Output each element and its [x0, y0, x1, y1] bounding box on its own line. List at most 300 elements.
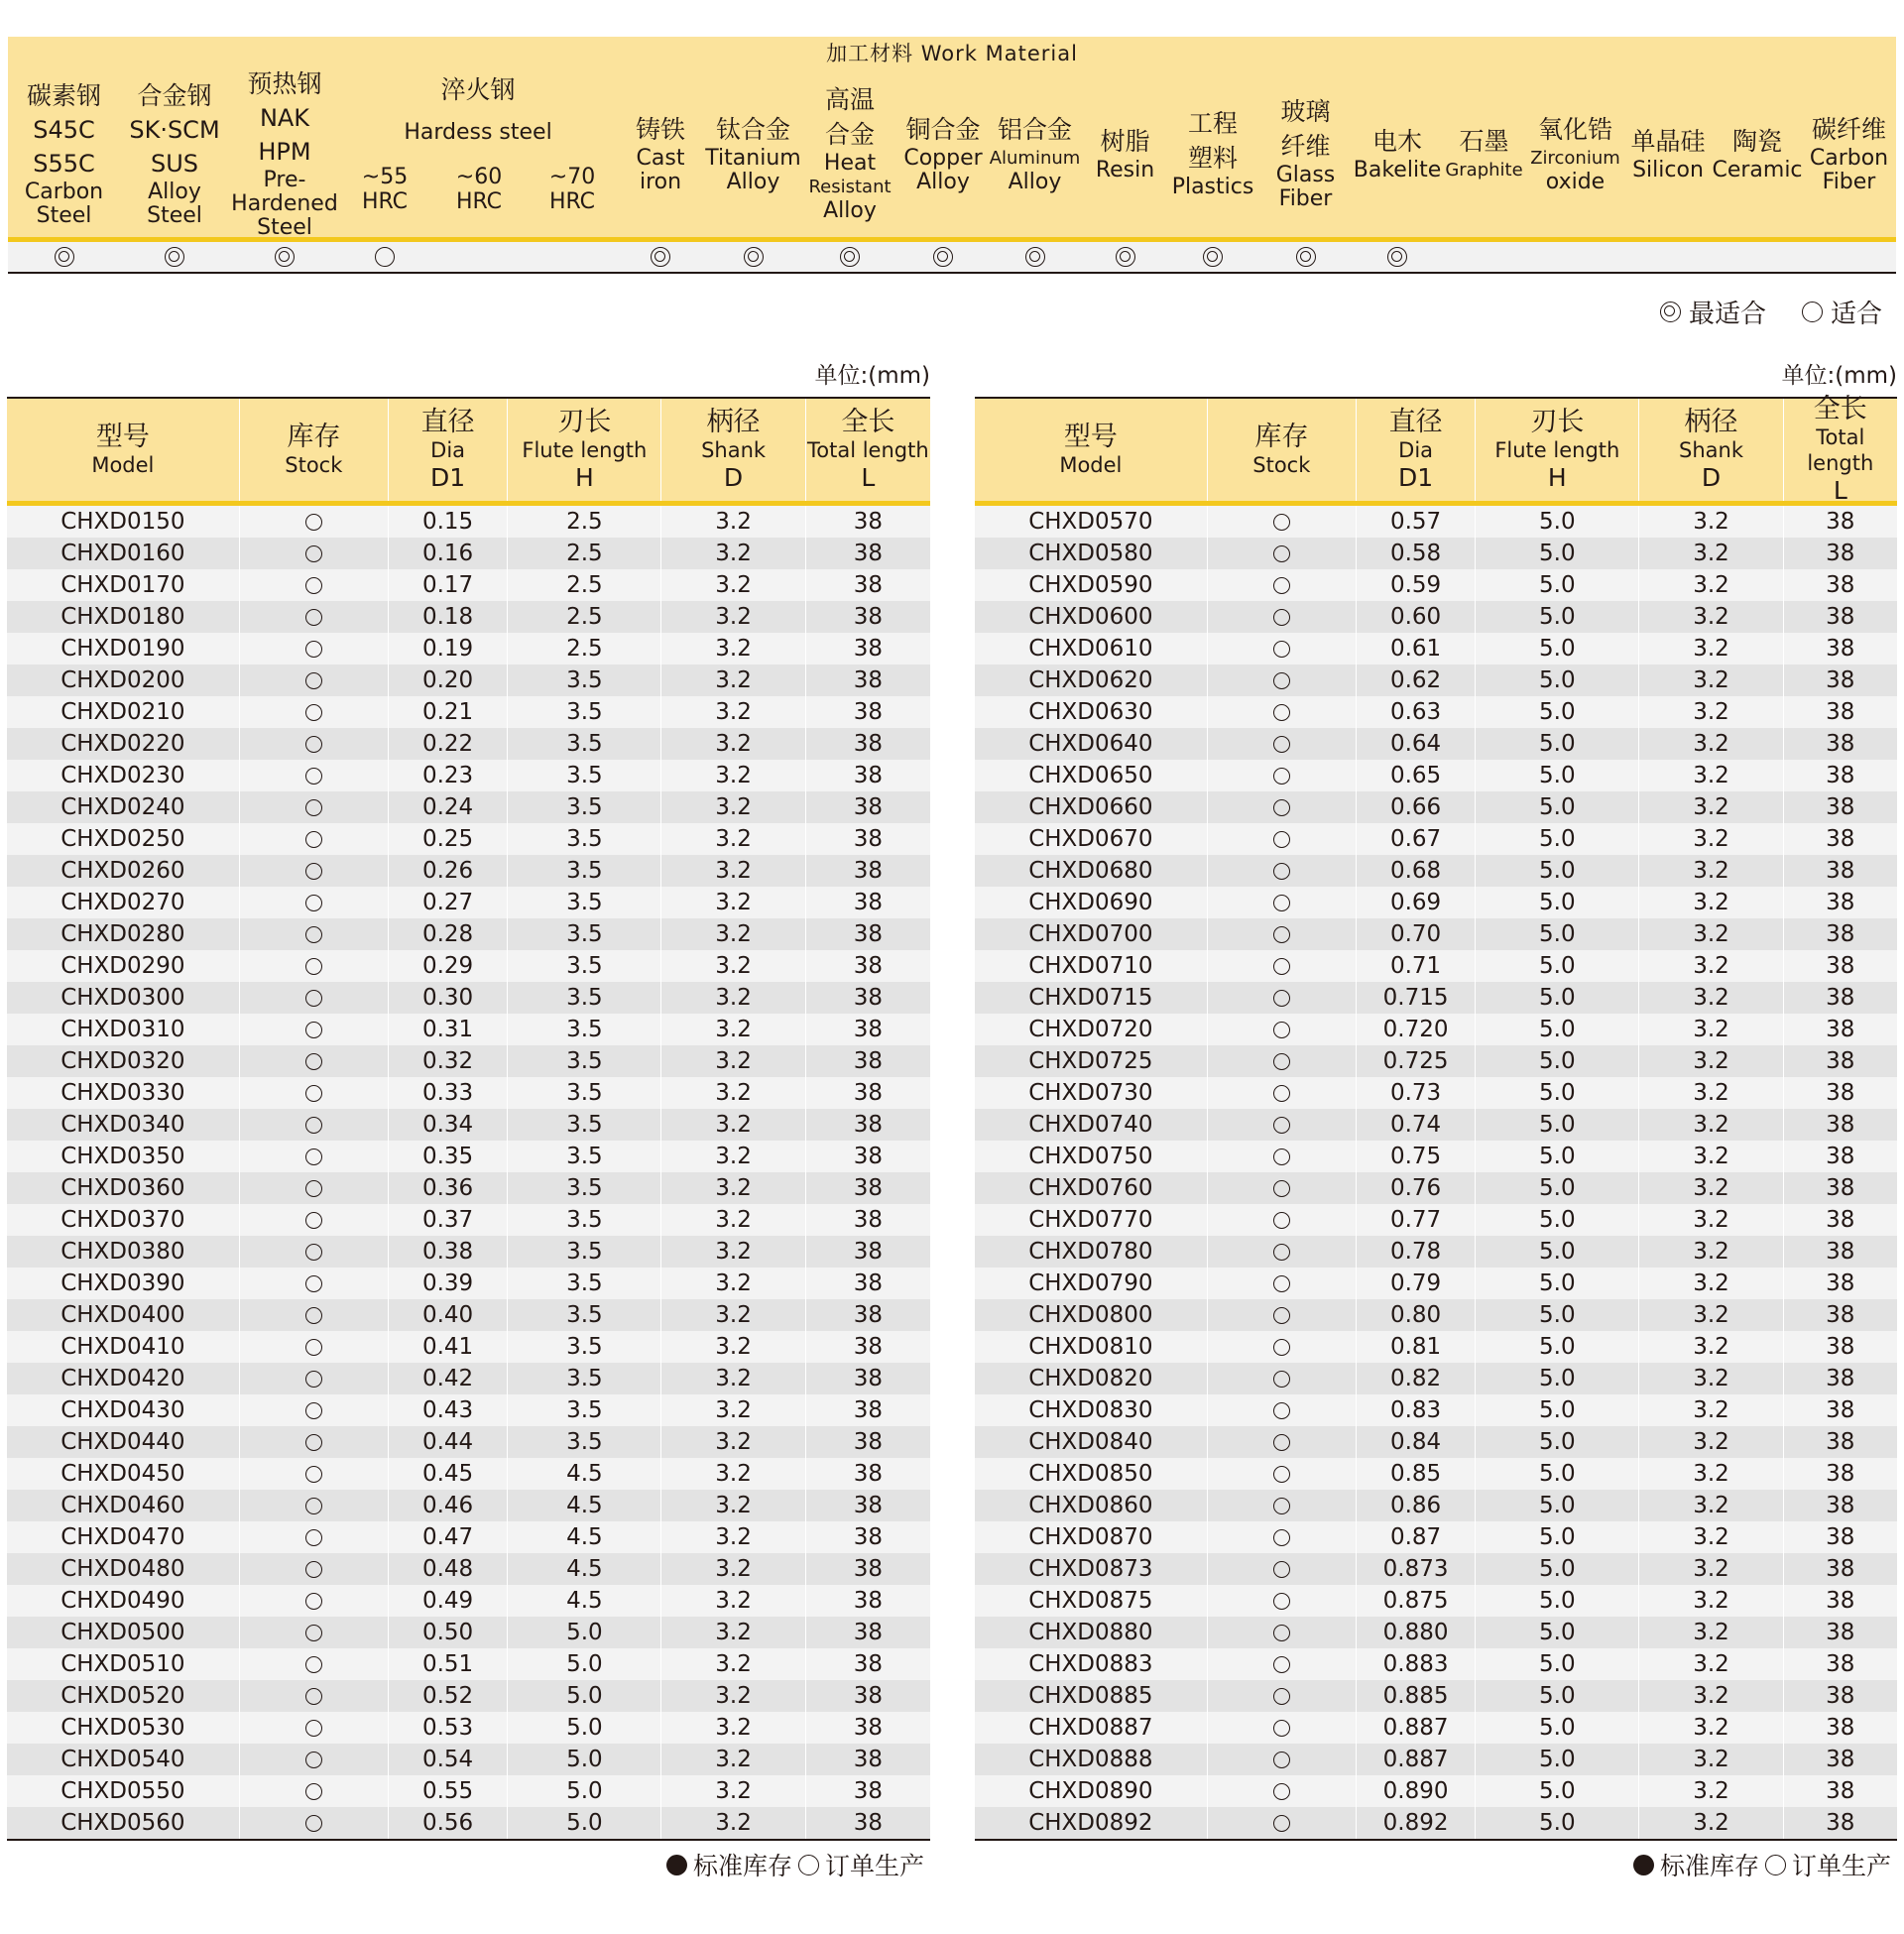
material-zh: 陶瓷 [1731, 126, 1782, 156]
flute-length-cell: 3.5 [507, 1268, 660, 1299]
material-zh: 工程 [1187, 109, 1238, 138]
total-length-cell: 38 [1783, 728, 1897, 760]
model-cell: CHXD0740 [1028, 1112, 1153, 1138]
stock-legend [666, 1847, 924, 1882]
header-zh: 型号 [95, 421, 150, 452]
flute-length-cell: 3.5 [507, 728, 660, 760]
legend-best-label: 最适合 [1688, 300, 1766, 329]
table-row [975, 1014, 1897, 1045]
shank-cell: 3.2 [1638, 1490, 1782, 1521]
flute-length-cell: 5.0 [1475, 1744, 1638, 1775]
shank-cell: 3.2 [660, 1204, 804, 1236]
dia-cell: 0.35 [388, 1141, 507, 1172]
shank-cell: 3.2 [1638, 569, 1782, 601]
made-to-order-icon [1273, 672, 1290, 689]
table-row [975, 1045, 1897, 1077]
material-grade: S45C [33, 115, 95, 144]
total-length-cell: 38 [805, 1363, 930, 1394]
flute-length-cell: 4.5 [507, 1585, 660, 1617]
dia-cell: 0.885 [1356, 1680, 1475, 1712]
stock-cell [1207, 760, 1356, 791]
model-cell: CHXD0570 [1028, 509, 1153, 535]
table-row [975, 1141, 1897, 1172]
model-cell: CHXD0888 [1028, 1747, 1153, 1772]
total-length-cell: 38 [1783, 633, 1897, 665]
total-length-cell: 38 [805, 1331, 930, 1363]
stock-cell [1207, 950, 1356, 982]
material-column-graphite [1441, 68, 1527, 237]
made-to-order-icon [305, 1339, 322, 1356]
model-cell: CHXD0650 [1028, 763, 1153, 788]
model-cell: CHXD0400 [60, 1302, 185, 1328]
made-to-order-icon [305, 514, 322, 531]
material-column-glass [1257, 68, 1354, 237]
shank-cell: 3.2 [660, 1617, 804, 1648]
model-cell: CHXD0200 [60, 667, 185, 693]
made-to-order-icon [798, 1855, 819, 1875]
total-length-cell: 38 [1783, 1299, 1897, 1331]
shank-cell: 3.2 [1638, 1807, 1782, 1839]
made-to-order-icon [305, 1148, 322, 1165]
stock-cell [1207, 1648, 1356, 1680]
total-length-cell: 38 [1783, 1458, 1897, 1490]
dia-cell: 0.62 [1356, 665, 1475, 696]
total-length-cell: 38 [1783, 506, 1897, 538]
model-cell: CHXD0892 [1028, 1810, 1153, 1836]
flute-length-cell: 3.5 [507, 1236, 660, 1268]
made-to-order-icon [305, 990, 322, 1007]
shank-cell: 3.2 [660, 1109, 804, 1141]
stock-cell [239, 1109, 388, 1141]
shank-cell: 3.2 [660, 1268, 804, 1299]
best-fit-icon [933, 247, 953, 267]
dia-cell: 0.80 [1356, 1299, 1475, 1331]
table-row [7, 1236, 930, 1268]
made-to-order-icon [305, 1022, 322, 1038]
dia-cell: 0.84 [1356, 1426, 1475, 1458]
header-en: Total length [807, 437, 929, 462]
header-symbol: D [1701, 462, 1722, 492]
made-to-order-icon [1273, 736, 1290, 753]
model-cell: CHXD0680 [1028, 858, 1153, 884]
header-en: Flute length [1494, 437, 1620, 462]
header-zh: 库存 [1254, 421, 1309, 452]
table-row [7, 1172, 930, 1204]
flute-length-cell: 3.5 [507, 1172, 660, 1204]
material-zh: 铸铁 [635, 114, 685, 144]
dia-cell: 0.46 [388, 1490, 507, 1521]
material-zh: 树脂 [1100, 126, 1150, 156]
made-to-order-icon [1273, 1688, 1290, 1705]
flute-length-cell: 5.0 [1475, 855, 1638, 887]
total-length-cell: 38 [805, 633, 930, 665]
header-cell [975, 399, 1207, 501]
table-row [7, 791, 930, 823]
total-length-cell: 38 [805, 760, 930, 791]
flute-length-cell: 5.0 [1475, 1617, 1638, 1648]
table-row [975, 823, 1897, 855]
material-en: Resin [1095, 157, 1155, 182]
made-to-order-icon [1273, 1371, 1290, 1388]
shank-cell: 3.2 [1638, 506, 1782, 538]
stock-cell [1207, 1617, 1356, 1648]
shank-cell: 3.2 [1638, 982, 1782, 1014]
header-zh: 刃长 [557, 406, 612, 437]
stock-cell [239, 1458, 388, 1490]
hrc-hrc60 [429, 165, 529, 214]
header-cell [1207, 399, 1356, 501]
made-to-order-icon [1273, 799, 1290, 816]
stock-cell [239, 633, 388, 665]
material-zh: 高温 [824, 85, 875, 114]
shank-cell: 3.2 [1638, 1775, 1782, 1807]
table-row [7, 1648, 930, 1680]
made-to-order-icon [1273, 1212, 1290, 1229]
table-row [7, 1490, 930, 1521]
model-cell: CHXD0850 [1028, 1461, 1153, 1487]
model-cell: CHXD0890 [1028, 1778, 1153, 1804]
made-to-order-icon [305, 958, 322, 975]
header-cell [1356, 399, 1475, 501]
table-row [7, 569, 930, 601]
dia-cell: 0.33 [388, 1077, 507, 1109]
total-length-cell: 38 [805, 1299, 930, 1331]
flute-length-cell: 5.0 [507, 1617, 660, 1648]
stock-cell [1207, 1045, 1356, 1077]
dia-cell: 0.17 [388, 569, 507, 601]
made-to-order-icon [305, 1275, 322, 1292]
header-zh: 柄径 [706, 406, 761, 437]
total-length-cell: 38 [805, 569, 930, 601]
stock-cell [1207, 918, 1356, 950]
material-zh: 预热钢 [247, 68, 322, 98]
header-en: Shank [701, 437, 767, 462]
table-row [7, 1363, 930, 1394]
material-column-heat [801, 68, 898, 237]
model-cell: CHXD0875 [1028, 1588, 1153, 1614]
shank-cell: 3.2 [1638, 1553, 1782, 1585]
dia-cell: 0.57 [1356, 506, 1475, 538]
model-cell: CHXD0370 [60, 1207, 185, 1233]
dia-cell: 0.19 [388, 633, 507, 665]
stock-cell [239, 1077, 388, 1109]
total-length-cell: 38 [1783, 1585, 1897, 1617]
spec-table-header [7, 399, 930, 506]
flute-length-cell: 5.0 [1475, 1490, 1638, 1521]
hrc-value: ~55 [361, 165, 409, 189]
flute-length-cell: 5.0 [1475, 633, 1638, 665]
header-zh: 库存 [287, 421, 341, 452]
flute-length-cell: 5.0 [1475, 1236, 1638, 1268]
model-cell: CHXD0710 [1028, 953, 1153, 979]
table-row [7, 1744, 930, 1775]
model-cell: CHXD0170 [60, 572, 185, 598]
shank-cell: 3.2 [660, 1553, 804, 1585]
header-cell [660, 399, 804, 501]
total-length-cell: 38 [805, 1521, 930, 1553]
made-to-order-icon [1273, 1402, 1290, 1419]
stock-cell [239, 1236, 388, 1268]
flute-length-cell: 5.0 [1475, 1648, 1638, 1680]
material-zh-2: 纤维 [1280, 132, 1331, 161]
stock-cell [239, 1807, 388, 1839]
total-length-cell: 38 [805, 538, 930, 569]
made-to-order-icon [305, 1053, 322, 1070]
flute-length-cell: 5.0 [1475, 1014, 1638, 1045]
flute-length-cell: 5.0 [1475, 601, 1638, 633]
table-row [975, 1521, 1897, 1553]
suitability-cell-hrc70 [529, 242, 616, 272]
material-en-2: Alloy [1008, 169, 1062, 194]
shank-cell: 3.2 [1638, 601, 1782, 633]
table-row [7, 855, 930, 887]
dia-cell: 0.81 [1356, 1331, 1475, 1363]
dia-cell: 0.37 [388, 1204, 507, 1236]
stock-cell [1207, 1458, 1356, 1490]
flute-length-cell: 5.0 [1475, 506, 1638, 538]
total-length-cell: 38 [805, 823, 930, 855]
flute-length-cell: 5.0 [1475, 918, 1638, 950]
model-cell: CHXD0630 [1028, 699, 1153, 725]
material-column-zirconium [1527, 68, 1623, 237]
dia-cell: 0.44 [388, 1426, 507, 1458]
model-cell: CHXD0887 [1028, 1715, 1153, 1741]
total-length-cell: 38 [1783, 1617, 1897, 1648]
total-length-cell: 38 [805, 1172, 930, 1204]
material-column-castiron [616, 68, 705, 237]
shank-cell: 3.2 [1638, 633, 1782, 665]
model-cell: CHXD0250 [60, 826, 185, 852]
suitability-cell-plastics [1168, 242, 1257, 272]
made-to-order-icon [1273, 1085, 1290, 1102]
table-row [975, 601, 1897, 633]
made-to-order-icon [1273, 990, 1290, 1007]
stock-cell [1207, 855, 1356, 887]
stock-cell [1207, 1807, 1356, 1839]
flute-length-cell: 3.5 [507, 791, 660, 823]
dia-cell: 0.30 [388, 982, 507, 1014]
stock-cell [239, 696, 388, 728]
stock-cell [239, 728, 388, 760]
table-row [975, 1172, 1897, 1204]
suitability-cell-prehard [229, 242, 340, 272]
dia-cell: 0.31 [388, 1014, 507, 1045]
shank-cell: 3.2 [660, 1680, 804, 1712]
made-to-order-icon [1273, 1275, 1290, 1292]
material-zh-2: 合金 [824, 120, 875, 149]
table-row [975, 1712, 1897, 1744]
header-cell [1475, 399, 1638, 501]
flute-length-cell: 5.0 [1475, 887, 1638, 918]
stock-cell [239, 887, 388, 918]
table-row [7, 918, 930, 950]
model-cell: CHXD0880 [1028, 1620, 1153, 1645]
shank-cell: 3.2 [660, 760, 804, 791]
model-cell: CHXD0150 [60, 509, 185, 535]
total-length-cell: 38 [1783, 1807, 1897, 1839]
flute-length-cell: 5.0 [1475, 1775, 1638, 1807]
dia-cell: 0.56 [388, 1807, 507, 1839]
table-row [975, 696, 1897, 728]
stock-cell [239, 1172, 388, 1204]
stock-cell [239, 1394, 388, 1426]
table-row [975, 1458, 1897, 1490]
model-cell: CHXD0883 [1028, 1651, 1153, 1677]
header-symbol: L [1833, 475, 1847, 505]
header-cell [507, 399, 660, 501]
shank-cell: 3.2 [1638, 1236, 1782, 1268]
flute-length-cell: 5.0 [1475, 1109, 1638, 1141]
table-row [975, 918, 1897, 950]
stock-cell [239, 1426, 388, 1458]
flute-length-cell: 5.0 [1475, 1299, 1638, 1331]
stock-cell [239, 950, 388, 982]
header-en: Dia [430, 437, 466, 462]
dia-cell: 0.58 [1356, 538, 1475, 569]
table-row [7, 538, 930, 569]
model-cell: CHXD0550 [60, 1778, 185, 1804]
dia-cell: 0.45 [388, 1458, 507, 1490]
model-cell: CHXD0470 [60, 1524, 185, 1550]
hrc-value: ~60 [455, 165, 503, 189]
header-symbol: D1 [1398, 462, 1434, 492]
shank-cell: 3.2 [660, 1426, 804, 1458]
stock-cell [239, 791, 388, 823]
made-to-order-icon [1273, 1529, 1290, 1546]
total-length-cell: 38 [1783, 1172, 1897, 1204]
table-row [975, 1077, 1897, 1109]
made-to-order-icon [1273, 1307, 1290, 1324]
shank-cell: 3.2 [660, 1775, 804, 1807]
dia-cell: 0.15 [388, 506, 507, 538]
shank-cell: 3.2 [1638, 950, 1782, 982]
header-zh: 柄径 [1684, 406, 1738, 437]
shank-cell: 3.2 [1638, 1014, 1782, 1045]
made-to-order-icon [305, 799, 322, 816]
shank-cell: 3.2 [660, 1648, 804, 1680]
unit-label: 单位:(mm) [1781, 363, 1897, 389]
total-length-cell: 38 [1783, 760, 1897, 791]
best-fit-icon [1203, 247, 1223, 267]
flute-length-cell: 3.5 [507, 1014, 660, 1045]
stock-cell [1207, 1172, 1356, 1204]
stock-cell [1207, 1775, 1356, 1807]
header-symbol: H [1547, 462, 1567, 492]
total-length-cell: 38 [805, 1204, 930, 1236]
stock-cell [239, 665, 388, 696]
total-length-cell: 38 [805, 1458, 930, 1490]
hrc-hrc55 [340, 165, 429, 214]
hardened-steel-zh: 淬火钢 [440, 75, 516, 104]
shank-cell: 3.2 [1638, 538, 1782, 569]
table-row [7, 1775, 930, 1807]
spec-table-right-body [975, 393, 1897, 1880]
model-cell: CHXD0490 [60, 1588, 185, 1614]
made-to-order-icon [1273, 1815, 1290, 1832]
standard-stock-icon [666, 1855, 687, 1875]
made-to-order-icon [305, 641, 322, 658]
shank-cell: 3.2 [660, 1458, 804, 1490]
shank-cell: 3.2 [1638, 1744, 1782, 1775]
table-row [975, 569, 1897, 601]
dia-cell: 0.36 [388, 1172, 507, 1204]
dia-cell: 0.890 [1356, 1775, 1475, 1807]
dia-cell: 0.51 [388, 1648, 507, 1680]
table-row [975, 1775, 1897, 1807]
model-cell: CHXD0780 [1028, 1239, 1153, 1265]
total-length-cell: 38 [1783, 823, 1897, 855]
model-cell: CHXD0510 [60, 1651, 185, 1677]
table-row [7, 982, 930, 1014]
stock-cell [1207, 1394, 1356, 1426]
table-bottom-rule [975, 1839, 1897, 1841]
shank-cell: 3.2 [660, 1394, 804, 1426]
made-to-order-icon [305, 1117, 322, 1134]
shank-cell: 3.2 [1638, 1045, 1782, 1077]
shank-cell: 3.2 [1638, 696, 1782, 728]
material-en: Carbon [1809, 145, 1889, 171]
model-cell: CHXD0460 [60, 1493, 185, 1518]
flute-length-cell: 5.0 [1475, 569, 1638, 601]
stock-cell [1207, 1331, 1356, 1363]
flute-length-cell: 5.0 [1475, 791, 1638, 823]
dia-cell: 0.48 [388, 1553, 507, 1585]
dia-cell: 0.55 [388, 1775, 507, 1807]
dia-cell: 0.892 [1356, 1807, 1475, 1839]
table-row [7, 1521, 930, 1553]
header-symbol: L [861, 462, 876, 492]
hardened-steel-en: Hardess steel [404, 120, 552, 145]
made-to-order-icon [1273, 1117, 1290, 1134]
stock-cell [239, 1268, 388, 1299]
shank-cell: 3.2 [1638, 1331, 1782, 1363]
material-zh: 铜合金 [905, 114, 981, 144]
material-column-titanium [705, 68, 801, 237]
hrc-unit: HRC [361, 189, 409, 214]
flute-length-cell: 5.0 [1475, 1585, 1638, 1617]
made-to-order-icon [1273, 926, 1290, 943]
stock-cell [239, 1744, 388, 1775]
material-en: Steel [36, 202, 92, 228]
flute-length-cell: 3.5 [507, 855, 660, 887]
made-to-order-icon [1273, 863, 1290, 880]
table-row [7, 506, 930, 538]
total-length-cell: 38 [805, 1648, 930, 1680]
flute-length-cell: 4.5 [507, 1458, 660, 1490]
best-fit-icon [1296, 247, 1316, 267]
dia-cell: 0.875 [1356, 1585, 1475, 1617]
table-row [7, 633, 930, 665]
stock-cell [1207, 538, 1356, 569]
hrc-hrc70 [529, 165, 616, 214]
flute-length-cell: 5.0 [1475, 1553, 1638, 1585]
stock-cell [1207, 1744, 1356, 1775]
flute-length-cell: 5.0 [1475, 1680, 1638, 1712]
shank-cell: 3.2 [660, 982, 804, 1014]
dia-cell: 0.40 [388, 1299, 507, 1331]
stock-cell [239, 1490, 388, 1521]
made-to-order-icon [1273, 1561, 1290, 1578]
material-zh: 石墨 [1459, 126, 1509, 156]
total-length-cell: 38 [1783, 1204, 1897, 1236]
model-cell: CHXD0420 [60, 1366, 185, 1391]
shank-cell: 3.2 [660, 1331, 804, 1363]
model-cell: CHXD0280 [60, 921, 185, 947]
table-row [975, 791, 1897, 823]
made-to-order-icon [1273, 577, 1290, 594]
material-column-aluminum [988, 68, 1082, 237]
model-cell: CHXD0320 [60, 1048, 185, 1074]
